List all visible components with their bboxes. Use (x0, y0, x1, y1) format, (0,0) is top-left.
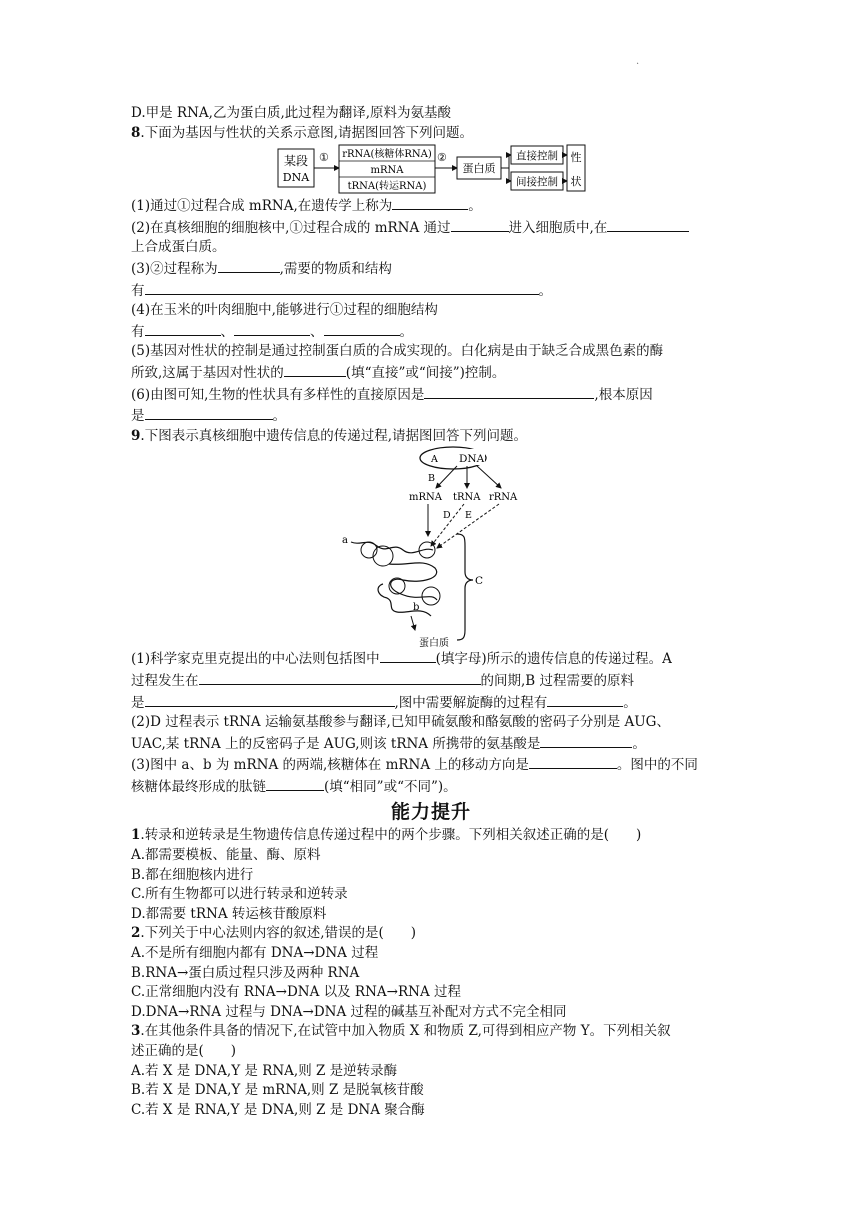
blank[interactable] (529, 754, 617, 769)
blank[interactable] (451, 217, 509, 232)
p1-stem: 1.转录和逆转录是生物遗传信息传递过程中的两个步骤。下列相关叙述正确的是( ) (131, 827, 642, 844)
p2-number: 2 (131, 925, 141, 942)
p2-option-c[interactable]: C.正常细胞内没有 RNA→DNA 以及 RNA→RNA 过程 (131, 984, 461, 1001)
trna-label: tRNA(转运RNA) (347, 181, 427, 193)
content-column (131, 104, 731, 1120)
step1-label: ① (319, 151, 329, 165)
p1-option-b[interactable]: B.都在细胞核内进行 (131, 866, 254, 883)
q8-part3-cont: 有 。 (131, 280, 731, 302)
label-C: C (475, 575, 484, 588)
p2-option-a[interactable]: A.不是所有细胞内都有 DNA→DNA 过程 (131, 945, 379, 962)
label-mRNA: mRNA (409, 492, 442, 504)
blank[interactable] (145, 692, 395, 707)
label-A: A (431, 454, 438, 466)
p3-stem-cont: 述正确的是( ) (131, 1043, 237, 1059)
gene-trait-diagram (131, 143, 731, 195)
q9-number: 9 (131, 427, 141, 444)
q8-part1: (1)通过①过程合成 mRNA,在遗传学上称为 。 (131, 195, 731, 217)
label-D: D (443, 510, 451, 522)
blank[interactable] (145, 405, 273, 420)
p1-option-a[interactable]: A.都需要模板、能量、酶、原料 (131, 847, 321, 864)
label-E: E (465, 510, 472, 522)
q8-part2-cont: 上合成蛋白质。 (131, 239, 226, 256)
gene-label-2: DNA (282, 171, 310, 185)
label-rRNA: rRNA (489, 492, 518, 504)
p3-option-b[interactable]: B.若 X 是 DNA,Y 是 mRNA,则 Z 是脱氧核苷酸 (131, 1082, 424, 1099)
q8-part6: (6)由图可知,生物的性状具有多样性的直接原因是 ,根本原因 (131, 384, 731, 406)
q9-part3-cont: 核糖体最终形成的肽链 (填“相同”或“不同”)。 (131, 776, 731, 798)
blank[interactable] (145, 321, 221, 336)
q9-stem: 9.下图表示真核细胞中遗传信息的传递过程,请据图回答下列问题。 (131, 427, 527, 444)
p2-option-d[interactable]: D.DNA→RNA 过程与 DNA→DNA 过程的碱基互补配对方式不完全相同 (131, 1003, 567, 1020)
q8-part2: (2)在真核细胞的细胞核中,①过程合成的 mRNA 通过 进入细胞质中,在 (131, 217, 731, 239)
mrna-label: mRNA (370, 165, 404, 177)
blank[interactable] (547, 692, 623, 707)
corner-mark: . (636, 56, 640, 67)
q8-part5-cont: 所致,这属于基因对性状的 (填“直接”或“间接”)控制。 (131, 362, 731, 384)
q8-part4: (4)在玉米的叶肉细胞中,能够进行①过程的细胞结构 (131, 302, 438, 319)
q9-part1-cont2: 是 ,图中需要解旋酶的过程有 。 (131, 692, 731, 714)
blank[interactable] (392, 195, 468, 210)
q8-part4-cont: 有 、 、 。 (131, 321, 731, 343)
q9-part2-cont: UAC,某 tRNA 上的反密码子是 AUG,则该 tRNA 所携带的氨基酸是 。 (131, 733, 731, 755)
p3-number: 3 (131, 1023, 141, 1040)
option-d-previous: D.甲是 RNA,乙为蛋白质,此过程为翻译,原料为氨基酸 (131, 105, 452, 121)
label-tRNA: tRNA (453, 492, 481, 504)
q9-part3: (3)图中 a、b 为 mRNA 的两端,核糖体在 mRNA 上的移动方向是 。图中的不同 (131, 754, 731, 776)
p1-option-c[interactable]: C.所有生物都可以进行转录和逆转录 (131, 886, 348, 903)
p2-stem: 2.下列关于中心法则内容的叙述,错误的是( ) (131, 925, 417, 942)
blank[interactable] (540, 733, 632, 748)
p3-option-c[interactable]: C.若 X 是 RNA,Y 是 DNA,则 Z 是 DNA 聚合酶 (131, 1101, 425, 1118)
blank[interactable] (145, 280, 539, 295)
blank[interactable] (284, 362, 346, 377)
trait-label-2: 状 (570, 175, 582, 189)
label-a: a (342, 535, 348, 547)
blank[interactable] (199, 670, 481, 685)
q8-part6-cont: 是 。 (131, 405, 731, 427)
blank[interactable] (424, 384, 594, 399)
blank[interactable] (234, 321, 310, 336)
label-B: B (428, 473, 435, 485)
q9-part1-cont: 过程发生在 的间期,B 过程需要的原料 (131, 670, 731, 692)
label-b: b (413, 602, 420, 614)
q8-stem: 8.下面为基因与性状的关系示意图,请据图回答下列问题。 (131, 124, 473, 141)
p1-option-d[interactable]: D.都需要 tRNA 转运核苷酸原料 (131, 905, 327, 922)
blank[interactable] (266, 776, 324, 791)
step2-label: ② (437, 151, 447, 165)
q9-part2: (2)D 过程表示 tRNA 运输氨基酸参与翻译,已知甲硫氨酸和酪氨酸的密码子分别是 AUG、 (131, 714, 670, 731)
q8-part3: (3)②过程称为 ,需要的物质和结构 (131, 258, 731, 280)
p3-option-a[interactable]: A.若 X 是 DNA,Y 是 RNA,则 Z 是逆转录酶 (131, 1062, 398, 1079)
label-DNA: DNA (459, 453, 485, 466)
blank[interactable] (218, 258, 280, 273)
p1-number: 1 (131, 827, 141, 844)
q8-number: 8 (131, 124, 141, 141)
q8-part5: (5)基因对性状的控制是通过控制蛋白质的合成实现的。白化病是由于缺乏合成黑色素的酶 (131, 343, 664, 360)
q8-diagram (131, 143, 731, 195)
central-dogma-diagram (131, 446, 731, 648)
p3-stem: 3.在其他条件具备的情况下,在试管中加入物质 X 和物质 Z,可得到相应产物 Y。下列相关叙 (131, 1023, 671, 1040)
q9-diagram (131, 446, 731, 648)
section-title: 能力提升 (390, 801, 471, 824)
blank[interactable] (380, 648, 436, 663)
q9-part1: (1)科学家克里克提出的中心法则包括图中 (填字母)所示的遗传信息的传递过程。A (131, 648, 731, 670)
direct-control-label: 直接控制 (516, 150, 558, 163)
p2-option-b[interactable]: B.RNA→蛋白质过程只涉及两种 RNA (131, 964, 360, 981)
rrna-label: rRNA(核糖体RNA) (342, 149, 432, 161)
trait-label-1: 性 (570, 151, 582, 165)
label-protein: 蛋白质 (419, 638, 449, 649)
blank[interactable] (324, 321, 400, 336)
gene-label-1: 某段 (283, 154, 309, 169)
blank[interactable] (607, 217, 689, 232)
indirect-control-label: 间接控制 (516, 176, 558, 189)
bracket-C (457, 534, 473, 640)
protein-label: 蛋白质 (462, 162, 496, 176)
